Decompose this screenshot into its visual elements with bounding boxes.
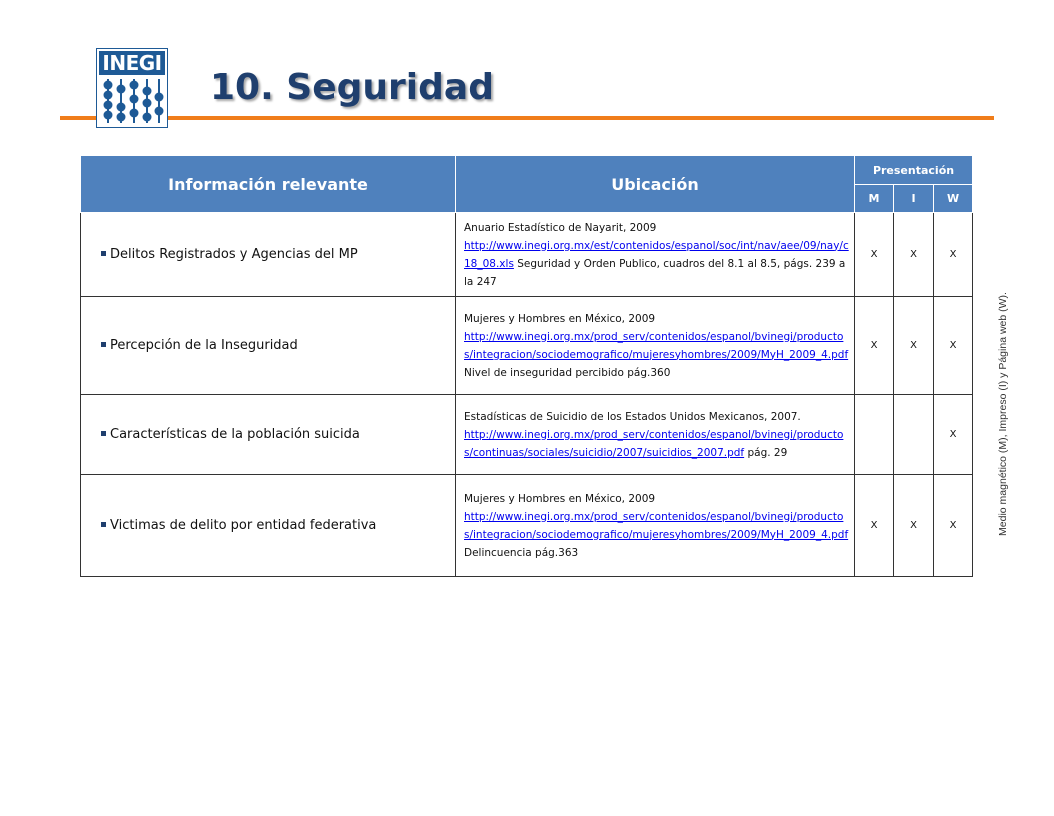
location-link[interactable]: http://www.inegi.org.mx/prod_serv/contenidos/espanol/bvinegi/productos/continuas/sociales/suicidio/2007/suicidios_2007.pdf <box>464 428 844 459</box>
info-text: Características de la población suicida <box>110 427 360 442</box>
header-presentacion: Presentación <box>855 156 973 185</box>
header-ubicacion: Ubicación <box>456 156 855 213</box>
location-detail: Seguridad y Orden Publico, cuadros del 8.1 al 8.5, págs. 239 a la 247 <box>464 257 846 288</box>
mark-m: X <box>855 475 894 577</box>
header-w: W <box>934 185 973 213</box>
info-cell <box>81 395 456 475</box>
location-cell <box>456 213 855 297</box>
mark-w: X <box>934 395 973 475</box>
header-divider <box>60 116 994 120</box>
location-source: Estadísticas de Suicidio de los Estados Unidos Mexicanos, 2007. <box>464 410 801 423</box>
location-link[interactable]: http://www.inegi.org.mx/est/contenidos/espanol/soc/int/nav/aee/09/nay/c18_08.xls <box>464 239 849 270</box>
header-m: M <box>855 185 894 213</box>
info-text: Victimas de delito por entidad federativa <box>110 518 377 533</box>
table-row <box>81 475 973 577</box>
info-cell <box>81 213 456 297</box>
location-cell <box>456 297 855 395</box>
location-detail: pág. 29 <box>744 446 788 459</box>
location-detail: Delincuencia pág.363 <box>464 546 579 559</box>
info-text: Percepción de la Inseguridad <box>110 338 298 353</box>
mark-i: X <box>894 475 934 577</box>
presentation-legend <box>996 258 1010 570</box>
table-row <box>81 213 973 297</box>
presentation-legend-text: Medio magnético (M), Impreso (I) y Página web (W). <box>997 292 1009 536</box>
location-link[interactable]: http://www.inegi.org.mx/prod_serv/contenidos/espanol/bvinegi/productos/integracion/sociodemografico/mujeresyhombres/2009/MyH_2009_4.pdf <box>464 330 849 361</box>
mark-m: X <box>855 297 894 395</box>
bullet-icon <box>101 342 106 347</box>
mark-i <box>894 395 934 475</box>
location-source: Mujeres y Hombres en México, 2009 <box>464 312 656 325</box>
header-informacion: Información relevante <box>81 156 456 213</box>
mark-w: X <box>934 475 973 577</box>
mark-m <box>855 395 894 475</box>
header-i: I <box>894 185 934 213</box>
location-source: Mujeres y Hombres en México, 2009 <box>464 492 656 505</box>
mark-w: X <box>934 213 973 297</box>
info-table <box>80 155 973 577</box>
mark-m: X <box>855 213 894 297</box>
location-cell <box>456 395 855 475</box>
location-detail: Nivel de inseguridad percibido pág.360 <box>464 366 671 379</box>
bullet-icon <box>101 251 106 256</box>
info-cell <box>81 475 456 577</box>
mark-w: X <box>934 297 973 395</box>
logo-text: INEGI <box>99 51 165 75</box>
location-cell <box>456 475 855 577</box>
table-row <box>81 297 973 395</box>
abacus-icon <box>99 77 165 125</box>
table-row <box>81 395 973 475</box>
inegi-logo <box>96 48 168 128</box>
location-source: Anuario Estadístico de Nayarit, 2009 <box>464 221 657 234</box>
page-title: 10. Seguridad <box>210 67 494 108</box>
bullet-icon <box>101 431 106 436</box>
mark-i: X <box>894 213 934 297</box>
info-cell <box>81 297 456 395</box>
location-link[interactable]: http://www.inegi.org.mx/prod_serv/contenidos/espanol/bvinegi/productos/integracion/sociodemografico/mujeresyhombres/2009/MyH_2009_4.pdf <box>464 510 849 541</box>
info-text: Delitos Registrados y Agencias del MP <box>110 247 358 262</box>
bullet-icon <box>101 522 106 527</box>
mark-i: X <box>894 297 934 395</box>
